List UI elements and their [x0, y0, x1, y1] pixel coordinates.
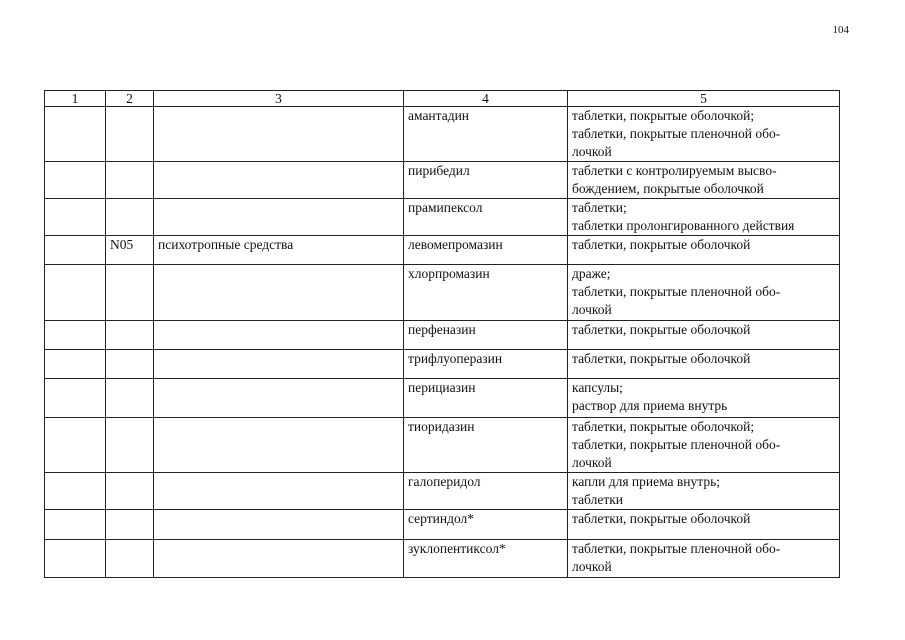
atc-code-cell — [106, 107, 154, 162]
atc-code-cell — [106, 418, 154, 473]
group-name-cell — [154, 162, 404, 199]
dosage-form-cell: капсулы; раствор для приема внутрь — [568, 379, 840, 418]
atc-group-cell — [45, 540, 106, 578]
atc-group-cell — [45, 107, 106, 162]
group-name-cell — [154, 321, 404, 350]
drug-name-cell: сертиндол* — [404, 510, 568, 540]
group-name-cell — [154, 350, 404, 379]
atc-group-cell — [45, 473, 106, 510]
column-header-1: 1 — [45, 91, 106, 107]
atc-group-cell — [45, 321, 106, 350]
drug-name-cell: хлорпромазин — [404, 265, 568, 321]
atc-group-cell — [45, 265, 106, 321]
dosage-form-cell: таблетки, покрытые пленочной обо- лочкой — [568, 540, 840, 578]
group-name-cell — [154, 418, 404, 473]
dosage-form-cell: таблетки; таблетки пролонгированного действия — [568, 199, 840, 236]
table-header-row — [45, 91, 840, 107]
atc-code-cell — [106, 350, 154, 379]
dosage-form-cell: таблетки, покрытые оболочкой — [568, 350, 840, 379]
drug-name-cell: пирибедил — [404, 162, 568, 199]
atc-code-cell — [106, 379, 154, 418]
dosage-form-cell: таблетки, покрытые оболочкой — [568, 321, 840, 350]
group-name-cell — [154, 265, 404, 321]
drug-name-cell: галоперидол — [404, 473, 568, 510]
table-row — [45, 510, 840, 540]
atc-code-cell — [106, 199, 154, 236]
dosage-form-cell: капли для приема внутрь; таблетки — [568, 473, 840, 510]
atc-group-cell — [45, 236, 106, 265]
drug-name-cell: прамипексол — [404, 199, 568, 236]
dosage-form-cell: драже; таблетки, покрытые пленочной обо- лочкой — [568, 265, 840, 321]
drug-name-cell: левомепромазин — [404, 236, 568, 265]
group-name-cell — [154, 540, 404, 578]
table-row — [45, 236, 840, 265]
atc-code-cell — [106, 265, 154, 321]
group-name-cell — [154, 473, 404, 510]
atc-code-cell — [106, 473, 154, 510]
dosage-form-cell: таблетки, покрытые оболочкой — [568, 236, 840, 265]
atc-code-cell — [106, 510, 154, 540]
column-header-5: 5 — [568, 91, 840, 107]
table-row — [45, 418, 840, 473]
atc-group-cell — [45, 162, 106, 199]
atc-group-cell — [45, 418, 106, 473]
table-row — [45, 379, 840, 418]
atc-code-cell — [106, 321, 154, 350]
dosage-form-cell: таблетки, покрытые оболочкой; таблетки, покрытые пленочной обо- лочкой — [568, 418, 840, 473]
drug-name-cell: перициазин — [404, 379, 568, 418]
drug-name-cell: амантадин — [404, 107, 568, 162]
column-header-2: 2 — [106, 91, 154, 107]
dosage-form-cell: таблетки, покрытые оболочкой — [568, 510, 840, 540]
table-row — [45, 199, 840, 236]
table-row — [45, 350, 840, 379]
drug-name-cell: перфеназин — [404, 321, 568, 350]
atc-code-cell: N05 — [106, 236, 154, 265]
dosage-form-cell: таблетки, покрытые оболочкой; таблетки, покрытые пленочной обо- лочкой — [568, 107, 840, 162]
atc-group-cell — [45, 350, 106, 379]
group-name-cell — [154, 199, 404, 236]
dosage-form-cell: таблетки с контролируемым высво- бождением, покрытые оболочкой — [568, 162, 840, 199]
group-name-cell — [154, 379, 404, 418]
table-row — [45, 321, 840, 350]
group-name-cell — [154, 107, 404, 162]
column-header-4: 4 — [404, 91, 568, 107]
drug-name-cell: тиоридазин — [404, 418, 568, 473]
atc-group-cell — [45, 379, 106, 418]
table-row — [45, 540, 840, 578]
table-row — [45, 107, 840, 162]
table-row — [45, 265, 840, 321]
atc-code-cell — [106, 540, 154, 578]
atc-code-cell — [106, 162, 154, 199]
group-name-cell: психотропные средства — [154, 236, 404, 265]
drug-name-cell: зуклопентиксол* — [404, 540, 568, 578]
drug-table — [44, 90, 840, 578]
page-number: 104 — [832, 24, 849, 36]
column-header-3: 3 — [154, 91, 404, 107]
atc-group-cell — [45, 199, 106, 236]
group-name-cell — [154, 510, 404, 540]
table-row — [45, 473, 840, 510]
atc-group-cell — [45, 510, 106, 540]
drug-name-cell: трифлуоперазин — [404, 350, 568, 379]
table-row — [45, 162, 840, 199]
